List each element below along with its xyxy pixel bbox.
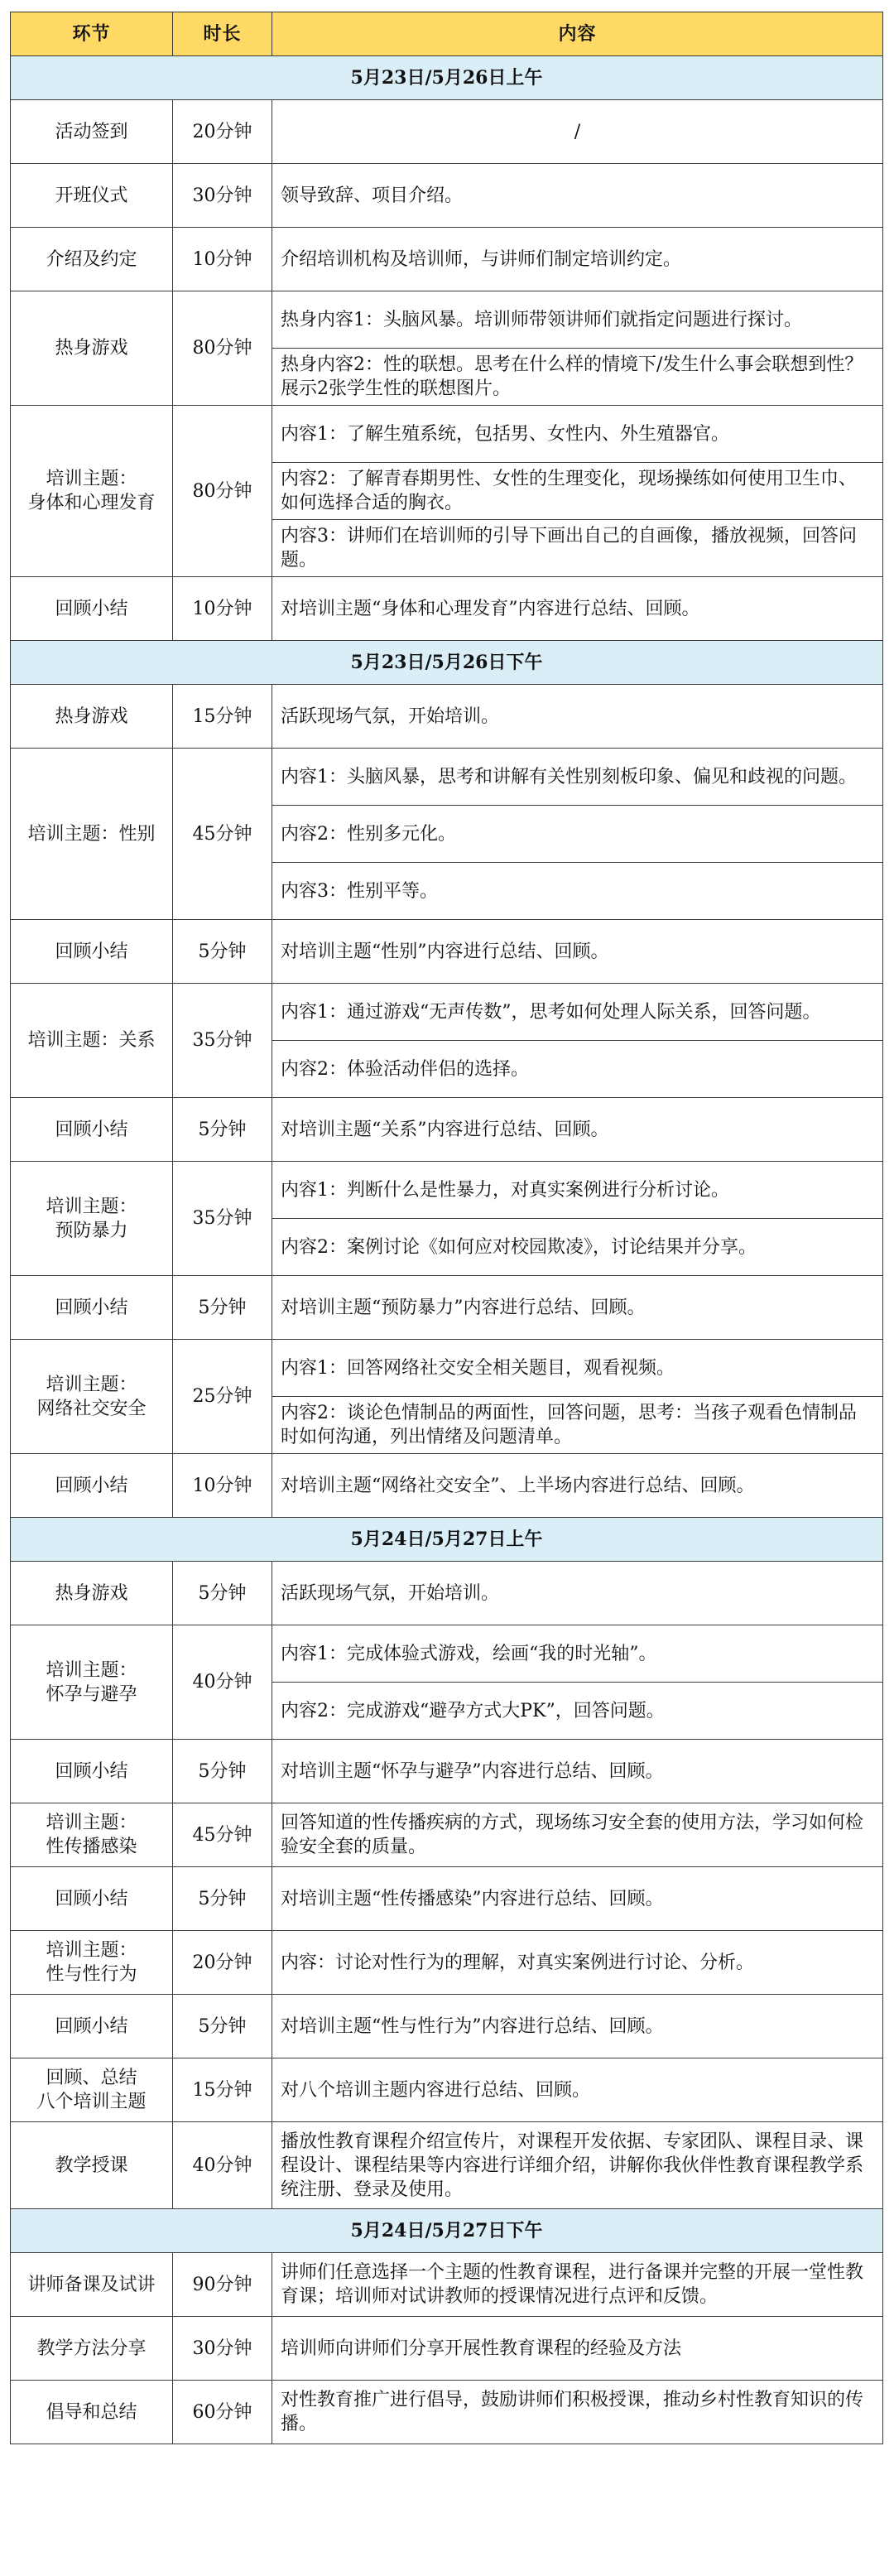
stage-cell: 回顾小结 (11, 1276, 173, 1340)
header-stage: 环节 (11, 12, 173, 56)
stage-line: 培训主题： (46, 1374, 137, 1395)
header-duration: 时长 (173, 12, 272, 56)
duration-cell: 40分钟 (173, 1625, 272, 1740)
duration-cell: 15分钟 (173, 2058, 272, 2122)
table-row (11, 2122, 883, 2209)
stage-cell: 回顾小结 (11, 920, 173, 984)
table-row (11, 2058, 883, 2122)
stage-line: 培训主题： (46, 1813, 137, 1833)
content-cell: 内容2：了解青春期男性、女性的生理变化，现场操练如何使用卫生巾、如何选择合适的胸衣。 (272, 463, 883, 520)
table-row (11, 1454, 883, 1518)
section-title: 5月24日/5月27日下午 (11, 2209, 883, 2253)
content-cell: 活跃现场气氛，开始培训。 (272, 685, 883, 749)
duration-cell: 25分钟 (173, 1340, 272, 1454)
table-row (11, 1867, 883, 1931)
table-row (11, 577, 883, 641)
content-cell: 对培训主题“性与性行为”内容进行总结、回顾。 (272, 1995, 883, 2058)
duration-cell: 35分钟 (173, 984, 272, 1098)
duration-cell: 90分钟 (173, 2253, 272, 2317)
stage-cell: 回顾小结 (11, 1454, 173, 1518)
content-cell: 对培训主题“性传播感染”内容进行总结、回顾。 (272, 1867, 883, 1931)
content-cell: 内容2：体验活动伴侣的选择。 (272, 1041, 883, 1098)
duration-cell: 30分钟 (173, 2317, 272, 2381)
table-row (11, 1931, 883, 1995)
table-row (11, 685, 883, 749)
duration-cell: 80分钟 (173, 406, 272, 577)
duration-cell: 40分钟 (173, 2122, 272, 2209)
table-row (11, 2317, 883, 2381)
stage-cell: 热身游戏 (11, 685, 173, 749)
duration-cell: 5分钟 (173, 920, 272, 984)
duration-cell: 80分钟 (173, 291, 272, 406)
content-cell: 内容2：完成游戏“避孕方式大PK”，回答问题。 (272, 1683, 883, 1740)
stage-cell: 教学方法分享 (11, 2317, 173, 2381)
stage-line: 培训主题： (46, 1940, 137, 1961)
content-cell: 对培训主题“怀孕与避孕”内容进行总结、回顾。 (272, 1740, 883, 1803)
content-cell: 内容1：了解生殖系统，包括男、女性内、外生殖器官。 (272, 406, 883, 463)
table-row (11, 1803, 883, 1867)
duration-cell: 5分钟 (173, 1098, 272, 1162)
table-row (11, 1162, 883, 1219)
duration-cell: 15分钟 (173, 685, 272, 749)
stage-cell: 回顾小结 (11, 577, 173, 641)
header-content: 内容 (272, 12, 883, 56)
table-row (11, 984, 883, 1041)
content-cell: 领导致辞、项目介绍。 (272, 164, 883, 228)
section-title: 5月24日/5月27日上午 (11, 1518, 883, 1562)
duration-cell: 5分钟 (173, 1995, 272, 2058)
stage-line: 回顾、总结 (46, 2068, 137, 2088)
duration-cell: 30分钟 (173, 164, 272, 228)
stage-line: 预防暴力 (55, 1220, 128, 1241)
stage-cell (11, 1803, 173, 1867)
duration-cell: 35分钟 (173, 1162, 272, 1276)
stage-cell: 培训主题：性别 (11, 749, 173, 920)
stage-cell (11, 1625, 173, 1740)
stage-line: 性与性行为 (46, 1964, 137, 1985)
content-cell: 内容1：完成体验式游戏，绘画“我的时光轴”。 (272, 1625, 883, 1683)
content-cell: 对培训主题“网络社交安全”、上半场内容进行总结、回顾。 (272, 1454, 883, 1518)
duration-cell: 5分钟 (173, 1276, 272, 1340)
content-cell: 活跃现场气氛，开始培训。 (272, 1562, 883, 1625)
duration-cell: 10分钟 (173, 228, 272, 291)
stage-cell: 回顾小结 (11, 1867, 173, 1931)
table-row (11, 228, 883, 291)
header-row (11, 12, 883, 56)
content-cell: 内容1：判断什么是性暴力，对真实案例进行分析讨论。 (272, 1162, 883, 1219)
content-cell: 对八个培训主题内容进行总结、回顾。 (272, 2058, 883, 2122)
stage-cell (11, 406, 173, 577)
content-cell: 介绍培训机构及培训师，与讲师们制定培训约定。 (272, 228, 883, 291)
section-title: 5月23日/5月26日上午 (11, 56, 883, 100)
duration-cell: 5分钟 (173, 1562, 272, 1625)
content-cell: 回答知道的性传播疾病的方式，现场练习安全套的使用方法，学习如何检验安全套的质量。 (272, 1803, 883, 1867)
stage-line: 培训主题： (46, 469, 137, 489)
content-cell: 内容1：头脑风暴，思考和讲解有关性别刻板印象、偏见和歧视的问题。 (272, 749, 883, 806)
table-row (11, 291, 883, 349)
content-cell: 对培训主题“预防暴力”内容进行总结、回顾。 (272, 1276, 883, 1340)
content-cell: 内容：讨论对性行为的理解，对真实案例进行讨论、分析。 (272, 1931, 883, 1995)
content-cell: 内容2：谈论色情制品的两面性，回答问题，思考：当孩子观看色情制品时如何沟通，列出情绪及问题清单。 (272, 1397, 883, 1454)
duration-cell: 20分钟 (173, 1931, 272, 1995)
stage-cell: 活动签到 (11, 100, 173, 164)
table-row (11, 1562, 883, 1625)
section-row (11, 1518, 883, 1562)
schedule-table (10, 12, 883, 2444)
content-cell: 对培训主题“身体和心理发育”内容进行总结、回顾。 (272, 577, 883, 641)
stage-line: 怀孕与避孕 (46, 1683, 137, 1705)
table-row (11, 1340, 883, 1397)
stage-cell: 回顾小结 (11, 1098, 173, 1162)
content-cell: 培训师向讲师们分享开展性教育课程的经验及方法 (272, 2317, 883, 2381)
table-row (11, 1098, 883, 1162)
stage-cell: 热身游戏 (11, 291, 173, 406)
content-cell: 内容3：性别平等。 (272, 863, 883, 920)
duration-cell: 5分钟 (173, 1740, 272, 1803)
stage-cell (11, 2058, 173, 2122)
stage-line: 身体和心理发育 (27, 493, 156, 513)
content-cell: 播放性教育课程介绍宣传片，对课程开发依据、专家团队、课程目录、课程设计、课程结果等内容进行详细介绍，讲解你我伙伴性教育课程教学系统注册、登录及使用。 (272, 2122, 883, 2209)
table-row (11, 406, 883, 463)
stage-cell: 回顾小结 (11, 1740, 173, 1803)
stage-cell (11, 1340, 173, 1454)
content-cell: 讲师们任意选择一个主题的性教育课程，进行备课并完整的开展一堂性教育课；培训师对试讲教师的授课情况进行点评和反馈。 (272, 2253, 883, 2317)
table-row (11, 2253, 883, 2317)
content-cell: 对培训主题“性别”内容进行总结、回顾。 (272, 920, 883, 984)
table-row (11, 1740, 883, 1803)
stage-line: 性传播感染 (46, 1837, 137, 1857)
duration-cell: 45分钟 (173, 749, 272, 920)
stage-cell: 回顾小结 (11, 1995, 173, 2058)
table-row (11, 749, 883, 806)
stage-line: 网络社交安全 (36, 1398, 147, 1419)
table-row (11, 1995, 883, 2058)
content-cell: 内容2：案例讨论《如何应对校园欺凌》，讨论结果并分享。 (272, 1219, 883, 1276)
stage-cell: 热身游戏 (11, 1562, 173, 1625)
content-cell: 内容1：回答网络社交安全相关题目，观看视频。 (272, 1340, 883, 1397)
content-cell: 内容3：讲师们在培训师的引导下画出自己的自画像，播放视频，回答问题。 (272, 520, 883, 577)
stage-cell: 讲师备课及试讲 (11, 2253, 173, 2317)
stage-cell: 开班仪式 (11, 164, 173, 228)
content-cell: / (272, 100, 883, 164)
table-row (11, 1276, 883, 1340)
duration-cell: 45分钟 (173, 1803, 272, 1867)
stage-cell (11, 1162, 173, 1276)
stage-cell: 介绍及约定 (11, 228, 173, 291)
stage-cell: 培训主题：关系 (11, 984, 173, 1098)
stage-line: 培训主题： (46, 1659, 137, 1681)
stage-cell: 教学授课 (11, 2122, 173, 2209)
table-row (11, 164, 883, 228)
table-row (11, 1625, 883, 1683)
stage-line: 八个培训主题 (36, 2092, 147, 2112)
table-row (11, 100, 883, 164)
content-cell: 内容2：性别多元化。 (272, 806, 883, 863)
duration-cell: 20分钟 (173, 100, 272, 164)
stage-cell: 倡导和总结 (11, 2381, 173, 2444)
content-cell: 热身内容2：性的联想。思考在什么样的情境下/发生什么事会联想到性？展示2张学生性的联想图片。 (272, 349, 883, 406)
section-row (11, 641, 883, 685)
stage-cell (11, 1931, 173, 1995)
duration-cell: 10分钟 (173, 577, 272, 641)
stage-line: 培训主题： (46, 1196, 137, 1217)
content-cell: 对性教育推广进行倡导，鼓励讲师们积极授课，推动乡村性教育知识的传播。 (272, 2381, 883, 2444)
duration-cell: 5分钟 (173, 1867, 272, 1931)
content-cell: 热身内容1：头脑风暴。培训师带领讲师们就指定问题进行探讨。 (272, 291, 883, 349)
section-title: 5月23日/5月26日下午 (11, 641, 883, 685)
duration-cell: 60分钟 (173, 2381, 272, 2444)
duration-cell: 10分钟 (173, 1454, 272, 1518)
table-row (11, 2381, 883, 2444)
content-cell: 对培训主题“关系”内容进行总结、回顾。 (272, 1098, 883, 1162)
content-cell: 内容1：通过游戏“无声传数”，思考如何处理人际关系，回答问题。 (272, 984, 883, 1041)
table-row (11, 920, 883, 984)
section-row (11, 2209, 883, 2253)
section-row (11, 56, 883, 100)
